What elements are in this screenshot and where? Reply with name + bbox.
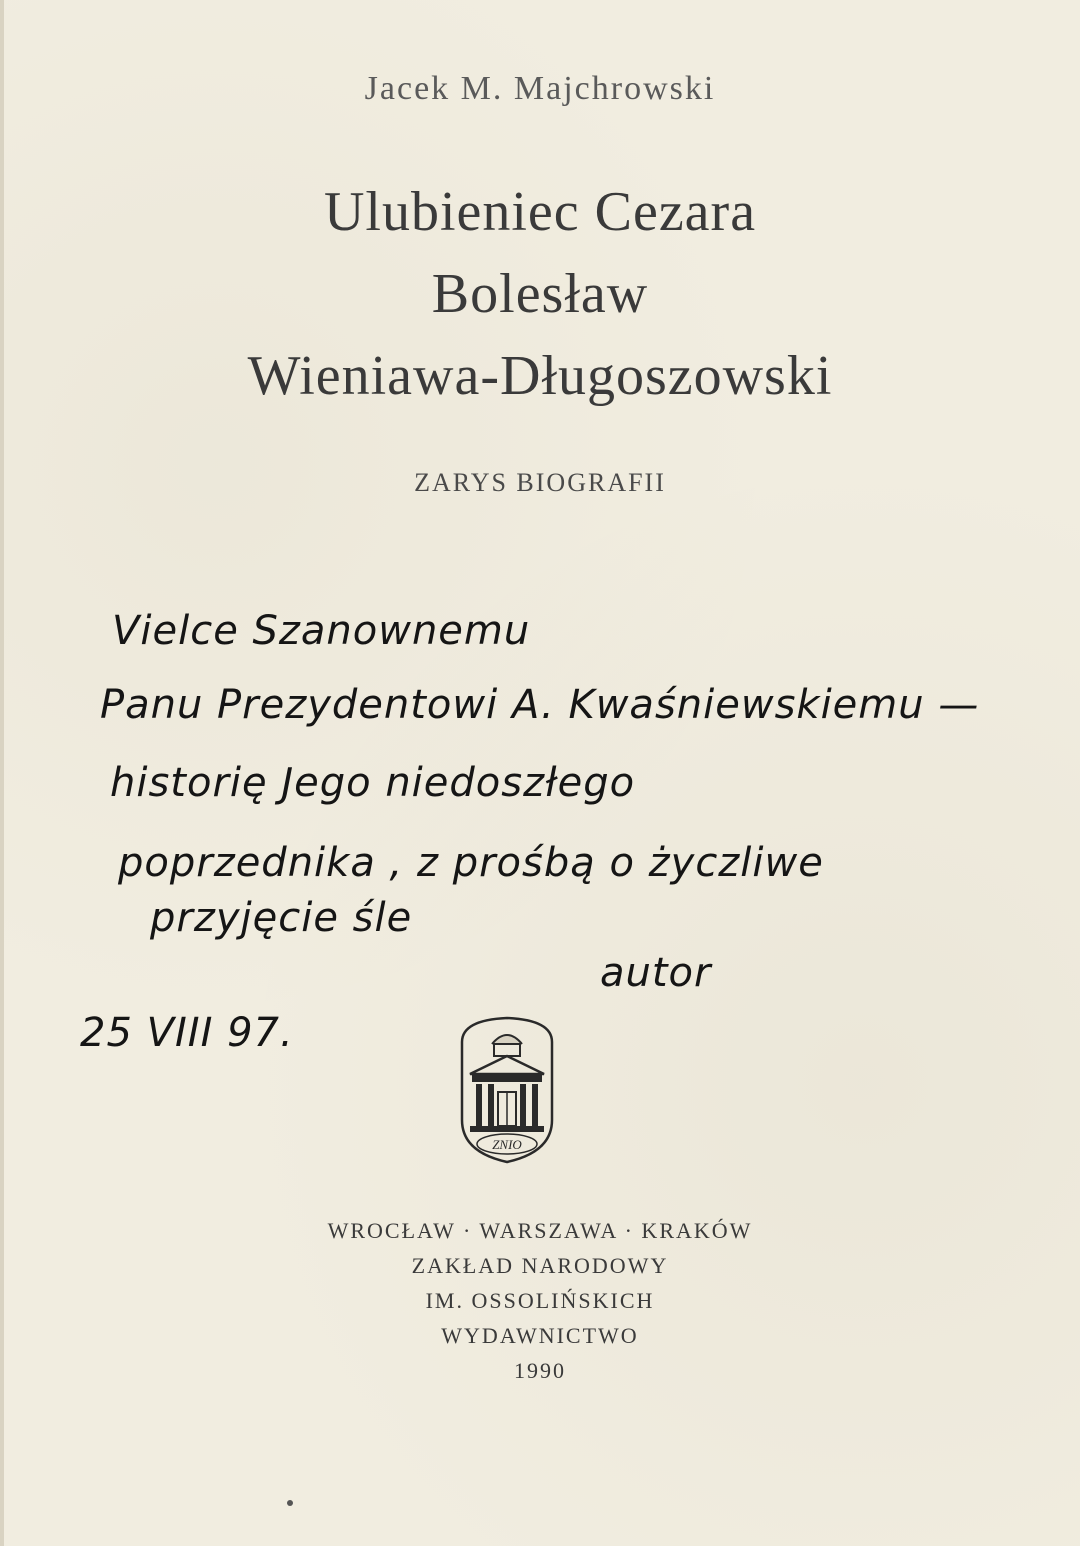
- paper-speck: [287, 1500, 293, 1506]
- inscription-line-3: historię Jego niedoszłego: [110, 760, 636, 806]
- inscription-line-5: przyjęcie śle: [150, 895, 413, 941]
- book-subtitle: ZARYS BIOGRAFII: [414, 468, 666, 497]
- imprint-publisher-line-3: WYDAWNICTWO: [441, 1323, 639, 1348]
- inscription-date: 25 VIII 97.: [80, 1010, 294, 1056]
- book-title-line-2: Bolesław: [431, 263, 649, 325]
- imprint-cities: WROCŁAW · WARSZAWA · KRAKÓW: [327, 1218, 753, 1243]
- book-title-line-1: Ulubieniec Cezara: [323, 181, 757, 243]
- inscription-line-4: poprzednika , z prośbą o życzliwe: [118, 840, 824, 886]
- imprint-year: 1990: [514, 1358, 566, 1383]
- book-author: Jacek M. Majchrowski: [364, 70, 716, 107]
- book-title-line-3: Wieniawa-Długoszowski: [247, 345, 833, 407]
- publisher-monogram: ZNIO: [492, 1137, 522, 1152]
- imprint-publisher-line-1: ZAKŁAD NARODOWY: [411, 1253, 669, 1278]
- inscription-line-2: Panu Prezydentowi A. Kwaśniewskiemu —: [100, 682, 980, 728]
- inscription-line-1: Vielce Szanownemu: [112, 608, 531, 654]
- imprint-publisher-line-2: IM. OSSOLIŃSKICH: [425, 1288, 655, 1313]
- inscription-signature: autor: [600, 950, 712, 996]
- publisher-emblem-icon: [452, 1012, 562, 1166]
